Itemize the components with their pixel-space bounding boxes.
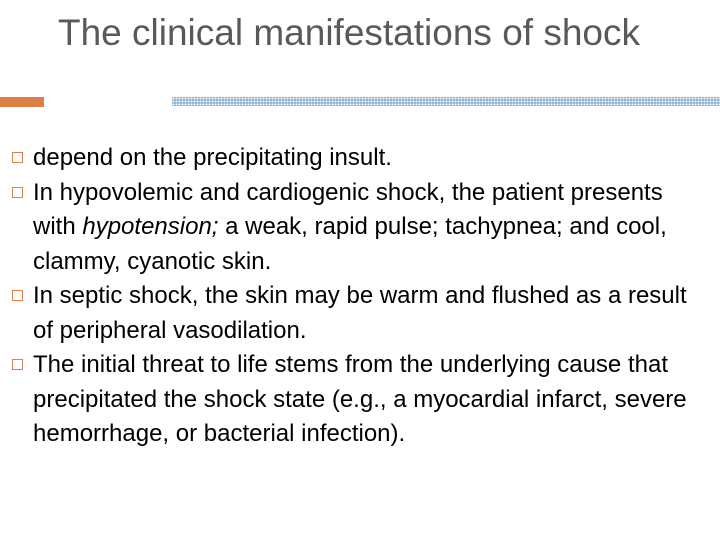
bullet-text-before: In hypovolemic and cardiogenic shock, the patient presents with [33, 178, 663, 240]
square-bullet-icon [12, 290, 23, 301]
square-bullet-icon [12, 187, 23, 198]
square-bullet-icon [12, 359, 23, 370]
bullet-list [8, 141, 708, 452]
bullet-item [8, 348, 708, 452]
bullet-text [33, 179, 667, 275]
title-accent-bar [0, 97, 44, 107]
bullet-text: The initial threat to life stems from the underlying cause that precipitated the shock state (e.g., a myocardial infarct, severe hemorrhage, or bacterial infection). [33, 351, 687, 447]
title-underline-rule [172, 97, 720, 106]
bullet-text: In septic shock, the skin may be warm and flushed as a result of peripheral vasodilation. [33, 282, 687, 344]
bullet-text-after: a weak, rapid pulse; tachypnea; and cool, clammy, cyanotic skin. [33, 213, 667, 275]
bullet-item [8, 279, 708, 348]
bullet-item [8, 141, 708, 176]
slide-title: The clinical manifestations of shock [58, 12, 640, 53]
bullet-item [8, 176, 708, 280]
bullet-text-emphasis: hypotension; [82, 213, 219, 240]
square-bullet-icon [12, 152, 23, 163]
bullet-text: depend on the precipitating insult. [33, 144, 392, 171]
